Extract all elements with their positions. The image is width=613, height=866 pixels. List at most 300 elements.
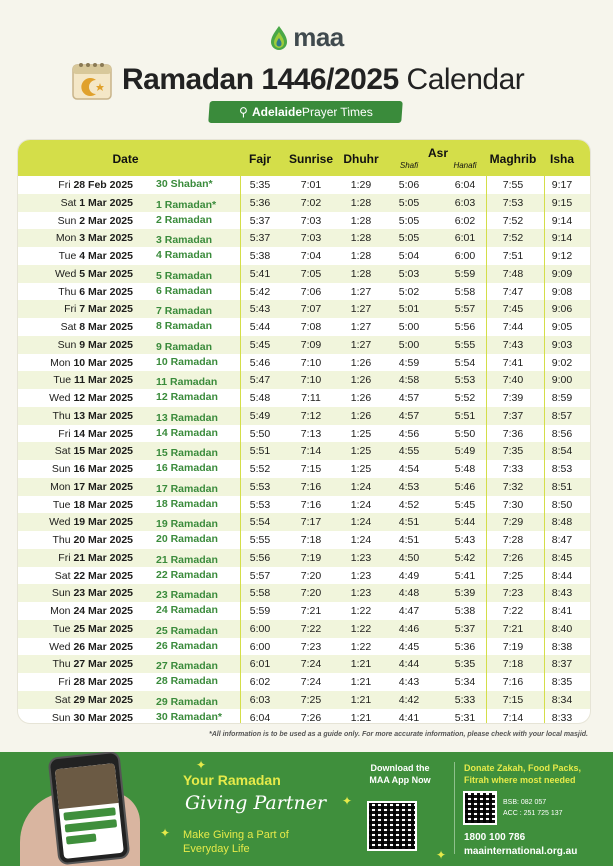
ramadan-day-cell: 3 Ramadan (156, 234, 213, 247)
fajr-time-cell: 5:41 (249, 267, 271, 280)
isha-time-cell: 8:40 (551, 622, 573, 635)
ramadan-day-cell: 28 Ramadan (156, 675, 218, 687)
date-cell: Sun 30 Mar 2025 (51, 711, 133, 723)
shafi-time-cell: 4:55 (398, 445, 420, 458)
shafi-time-cell: 5:04 (398, 250, 420, 262)
maghrib-time-cell: 7:29 (502, 516, 524, 529)
maghrib-time-cell: 7:18 (502, 658, 524, 671)
isha-time-cell: 9:00 (551, 374, 573, 387)
hanafi-time-cell: 5:49 (454, 445, 476, 458)
date-cell: Thu 13 Mar 2025 (52, 409, 133, 422)
fajr-time-cell: 5:38 (249, 250, 271, 262)
date-cell: Thu 6 Mar 2025 (58, 285, 133, 298)
table-row (18, 318, 590, 336)
dhuhr-time-cell: 1:26 (350, 374, 372, 387)
shafi-time-cell: 5:05 (398, 196, 420, 209)
dhuhr-time-cell: 1:25 (350, 427, 372, 440)
fajr-time-cell: 5:59 (249, 605, 271, 617)
sparkle-icon: ✦ (342, 794, 353, 808)
ramadan-day-cell: 27 Ramadan (156, 660, 218, 673)
sparkle-icon: ✦ (196, 758, 207, 772)
ramadan-day-cell: 18 Ramadan (156, 497, 218, 510)
shafi-time-cell: 4:51 (398, 516, 420, 529)
hanafi-time-cell: 5:58 (454, 285, 476, 298)
table-row (18, 283, 590, 301)
disclaimer-note: *All information is to be used as a guide only. For more accurate information, please check with your local masjid. (209, 731, 588, 738)
donate-qr-code[interactable] (463, 791, 497, 825)
date-cell: Fri 28 Mar 2025 (58, 676, 133, 688)
hanafi-time-cell: 5:51 (454, 409, 476, 422)
isha-time-cell: 8:48 (551, 516, 573, 529)
tagline-sub: Make Giving a Part of Everyday Life (183, 829, 289, 855)
isha-time-cell: 8:54 (551, 445, 573, 458)
shafi-time-cell: 4:49 (398, 569, 420, 582)
maghrib-time-cell: 7:32 (502, 480, 524, 493)
dhuhr-time-cell: 1:22 (350, 622, 372, 635)
dhuhr-time-cell: 1:26 (350, 356, 372, 369)
drop-logo-icon (269, 24, 289, 52)
hanafi-time-cell: 5:46 (454, 480, 476, 493)
phone-number[interactable]: 1800 100 786 (464, 832, 526, 843)
maghrib-time-cell: 7:53 (502, 196, 524, 209)
sunrise-time-cell: 7:05 (300, 267, 322, 280)
ramadan-day-cell: 9 Ramadan (156, 340, 213, 353)
dhuhr-time-cell: 1:24 (350, 534, 372, 546)
date-cell: Sat 15 Mar 2025 (54, 445, 133, 458)
ramadan-day-cell: 30 Ramadan* (156, 710, 222, 723)
table-row (18, 513, 590, 531)
maghrib-time-cell: 7:36 (502, 427, 524, 440)
location-pin-icon: ⚲ (238, 105, 248, 119)
dhuhr-time-cell: 1:23 (350, 569, 372, 582)
location-banner (208, 101, 403, 123)
fajr-time-cell: 6:02 (249, 676, 271, 688)
shafi-time-cell: 4:52 (398, 498, 420, 511)
hanafi-time-cell: 6:03 (454, 196, 476, 209)
table-row (18, 620, 590, 638)
sunrise-time-cell: 7:19 (300, 551, 322, 564)
date-cell: Sun 9 Mar 2025 (57, 338, 133, 351)
sunrise-time-cell: 7:14 (300, 445, 322, 458)
dhuhr-time-cell: 1:24 (350, 480, 372, 493)
sparkle-icon: ✦ (436, 848, 447, 862)
isha-time-cell: 8:41 (551, 605, 573, 617)
maghrib-time-cell: 7:14 (502, 711, 524, 723)
maghrib-time-cell: 7:55 (502, 179, 524, 191)
maghrib-time-cell: 7:47 (502, 285, 524, 298)
shafi-time-cell: 4:51 (398, 534, 420, 546)
table-row (18, 638, 590, 656)
maghrib-time-cell: 7:45 (502, 303, 524, 316)
shafi-time-cell: 5:02 (398, 285, 420, 298)
date-cell: Fri 28 Feb 2025 (58, 179, 133, 191)
dhuhr-time-cell: 1:21 (350, 658, 372, 671)
maghrib-time-cell: 7:19 (502, 640, 524, 653)
hanafi-time-cell: 5:59 (454, 267, 476, 280)
shafi-time-cell: 5:03 (398, 267, 420, 280)
date-cell: Tue 25 Mar 2025 (52, 622, 133, 635)
maghrib-time-cell: 7:30 (502, 498, 524, 511)
table-row (18, 496, 590, 514)
dhuhr-time-cell: 1:22 (350, 640, 372, 653)
ramadan-day-cell: 21 Ramadan (156, 553, 218, 566)
dhuhr-time-cell: 1:26 (350, 409, 372, 422)
dhuhr-time-cell: 1:24 (350, 498, 372, 511)
hanafi-time-cell: 5:56 (454, 321, 476, 333)
column-divider (486, 176, 487, 723)
maghrib-time-cell: 7:44 (502, 321, 524, 333)
date-cell: Thu 27 Mar 2025 (52, 658, 133, 671)
shafi-time-cell: 4:41 (398, 711, 420, 723)
isha-time-cell: 8:34 (551, 693, 573, 706)
header-shafi: Shafi (399, 161, 419, 170)
hanafi-time-cell: 6:01 (454, 232, 476, 245)
hanafi-time-cell: 6:04 (454, 179, 476, 191)
ramadan-day-cell: 23 Ramadan (156, 589, 218, 602)
fajr-time-cell: 5:57 (249, 569, 271, 582)
hanafi-time-cell: 5:57 (454, 303, 476, 316)
table-row (18, 691, 590, 709)
hanafi-time-cell: 5:48 (454, 463, 476, 475)
dhuhr-time-cell: 1:23 (350, 551, 372, 564)
isha-time-cell: 8:45 (551, 551, 573, 564)
table-body (18, 176, 590, 723)
isha-time-cell: 8:37 (551, 658, 573, 671)
shafi-time-cell: 5:01 (398, 303, 420, 316)
hanafi-time-cell: 5:34 (454, 676, 476, 688)
ramadan-day-cell: 20 Ramadan (156, 533, 218, 545)
ramadan-day-cell: 24 Ramadan (156, 604, 218, 616)
maghrib-time-cell: 7:28 (502, 534, 524, 546)
shafi-time-cell: 4:42 (398, 693, 420, 706)
maghrib-time-cell: 7:48 (502, 267, 524, 280)
maghrib-time-cell: 7:22 (502, 605, 524, 617)
maa-logo (0, 22, 613, 53)
table-row (18, 265, 590, 283)
table-row (18, 300, 590, 318)
sunrise-time-cell: 7:07 (300, 303, 322, 316)
isha-time-cell: 8:53 (551, 463, 573, 475)
sunrise-time-cell: 7:03 (300, 214, 322, 227)
sunrise-time-cell: 7:15 (300, 463, 322, 475)
sunrise-time-cell: 7:20 (300, 587, 322, 600)
dhuhr-time-cell: 1:22 (350, 605, 372, 617)
isha-time-cell: 9:09 (551, 267, 573, 280)
maghrib-time-cell: 7:40 (502, 374, 524, 387)
sunrise-time-cell: 7:18 (300, 534, 322, 546)
isha-time-cell: 9:05 (551, 321, 573, 333)
ramadan-day-cell: 19 Ramadan (156, 518, 218, 531)
table-row (18, 567, 590, 585)
shafi-time-cell: 4:54 (398, 463, 420, 475)
sunrise-time-cell: 7:11 (301, 392, 321, 404)
shafi-time-cell: 4:56 (398, 427, 420, 440)
date-cell: Tue 18 Mar 2025 (52, 498, 133, 511)
sunrise-time-cell: 7:10 (300, 356, 322, 369)
hanafi-time-cell: 5:50 (454, 427, 476, 440)
fajr-time-cell: 6:03 (249, 693, 271, 706)
table-row (18, 389, 590, 407)
date-cell: Sat 1 Mar 2025 (60, 196, 133, 209)
header-fajr: Fajr (248, 152, 271, 166)
maghrib-time-cell: 7:21 (502, 622, 524, 635)
ramadan-day-cell: 8 Ramadan (156, 320, 213, 332)
ramadan-day-cell: 11 Ramadan (156, 376, 218, 389)
isha-time-cell: 9:15 (551, 196, 573, 209)
isha-time-cell: 9:06 (551, 303, 573, 316)
sparkle-icon: ✦ (160, 826, 171, 840)
table-header (18, 140, 590, 176)
header-dhuhr: Dhuhr (343, 152, 379, 166)
fajr-time-cell: 5:37 (249, 214, 271, 227)
website-link[interactable]: maainternational.org.au (464, 846, 578, 857)
sunrise-time-cell: 7:10 (300, 374, 322, 387)
shafi-time-cell: 5:06 (398, 179, 420, 191)
isha-time-cell: 9:14 (551, 232, 573, 245)
isha-time-cell: 9:08 (551, 285, 573, 298)
sunrise-time-cell: 7:25 (300, 693, 322, 706)
hanafi-time-cell: 5:52 (454, 392, 476, 404)
fajr-time-cell: 5:46 (249, 356, 271, 369)
fajr-time-cell: 6:04 (249, 711, 271, 723)
ramadan-day-cell: 1 Ramadan* (156, 198, 217, 211)
table-row (18, 478, 590, 496)
table-row (18, 531, 590, 549)
ramadan-day-cell: 10 Ramadan (156, 355, 218, 368)
shafi-time-cell: 4:47 (398, 605, 420, 617)
tagline-title: Your Ramadan (183, 772, 281, 788)
fajr-time-cell: 5:53 (249, 480, 271, 493)
isha-time-cell: 9:14 (551, 214, 573, 227)
shafi-time-cell: 4:45 (398, 640, 420, 653)
table-row (18, 442, 590, 460)
fajr-time-cell: 5:58 (249, 587, 271, 600)
fajr-time-cell: 6:00 (249, 622, 271, 635)
date-cell: Tue 11 Mar 2025 (53, 374, 133, 387)
download-app-text: Download the MAA App Now (369, 763, 431, 785)
table-row (18, 212, 590, 230)
date-cell: Thu 20 Mar 2025 (52, 534, 133, 546)
isha-time-cell: 8:59 (551, 392, 573, 404)
date-cell: Mon 24 Mar 2025 (50, 605, 133, 617)
ramadan-day-cell: 22 Ramadan (156, 568, 218, 581)
app-phone-image (48, 752, 131, 865)
hanafi-time-cell: 5:53 (454, 374, 476, 387)
column-divider (240, 176, 241, 723)
sunrise-time-cell: 7:20 (300, 569, 322, 582)
fajr-time-cell: 5:49 (249, 409, 271, 422)
shafi-time-cell: 4:57 (398, 409, 420, 422)
fajr-time-cell: 5:47 (249, 374, 271, 387)
dhuhr-time-cell: 1:23 (350, 587, 372, 600)
dhuhr-time-cell: 1:28 (350, 232, 372, 245)
date-cell: Sat 29 Mar 2025 (54, 693, 133, 706)
sunrise-time-cell: 7:13 (300, 427, 322, 440)
dhuhr-time-cell: 1:21 (350, 676, 372, 688)
fajr-time-cell: 5:53 (249, 498, 271, 511)
header-hanafi: Hanafi (453, 161, 477, 170)
sunrise-time-cell: 7:01 (300, 179, 322, 191)
shafi-time-cell: 4:53 (398, 480, 420, 493)
shafi-time-cell: 4:48 (398, 587, 420, 600)
dhuhr-time-cell: 1:28 (350, 214, 372, 227)
hanafi-time-cell: 5:31 (454, 711, 476, 723)
dhuhr-time-cell: 1:28 (350, 267, 372, 280)
calendar-icon (70, 58, 114, 102)
fajr-time-cell: 5:35 (249, 179, 271, 191)
header-sunrise: Sunrise (288, 152, 333, 166)
ramadan-day-cell: 6 Ramadan (156, 284, 213, 297)
date-cell: Sat 22 Mar 2025 (54, 569, 133, 582)
table-row (18, 655, 590, 673)
fajr-time-cell: 5:50 (249, 427, 271, 440)
ramadan-day-cell: 15 Ramadan (156, 447, 218, 460)
app-qr-code[interactable] (367, 801, 417, 851)
header-date: Date (112, 152, 139, 166)
sunrise-time-cell: 7:06 (300, 285, 322, 298)
hanafi-time-cell: 6:02 (454, 214, 476, 227)
city-name: Adelaide (251, 105, 302, 119)
isha-time-cell: 8:44 (551, 569, 573, 582)
table-row (18, 371, 590, 389)
sunrise-time-cell: 7:02 (300, 196, 322, 209)
table-row (18, 336, 590, 354)
table-row (18, 602, 590, 620)
isha-time-cell: 8:51 (551, 480, 573, 493)
date-cell: Wed 19 Mar 2025 (49, 516, 133, 529)
hanafi-time-cell: 5:55 (454, 338, 476, 351)
sunrise-time-cell: 7:24 (300, 658, 322, 671)
fajr-time-cell: 5:43 (249, 303, 271, 316)
ramadan-day-cell: 25 Ramadan (156, 624, 218, 637)
maghrib-time-cell: 7:37 (502, 409, 524, 422)
date-cell: Sat 8 Mar 2025 (60, 321, 133, 333)
dhuhr-time-cell: 1:28 (350, 196, 372, 209)
maghrib-time-cell: 7:23 (502, 587, 524, 600)
fajr-time-cell: 5:42 (249, 285, 271, 298)
date-cell: Mon 17 Mar 2025 (50, 480, 133, 493)
table-row (18, 194, 590, 212)
sunrise-time-cell: 7:16 (300, 480, 322, 493)
isha-time-cell: 9:12 (551, 250, 573, 262)
ramadan-day-cell: 2 Ramadan (156, 213, 213, 226)
ramadan-day-cell: 16 Ramadan (156, 462, 218, 474)
maghrib-time-cell: 7:15 (502, 693, 524, 706)
fajr-time-cell: 5:51 (249, 445, 271, 458)
hanafi-time-cell: 5:44 (454, 516, 476, 529)
date-cell: Wed 26 Mar 2025 (49, 640, 133, 653)
sunrise-time-cell: 7:09 (300, 338, 322, 351)
table-row (18, 584, 590, 602)
hanafi-time-cell: 5:35 (454, 658, 476, 671)
hanafi-time-cell: 5:37 (454, 622, 476, 635)
maghrib-time-cell: 7:33 (502, 463, 524, 475)
isha-time-cell: 8:47 (551, 534, 573, 546)
fajr-time-cell: 6:01 (249, 658, 271, 671)
maghrib-time-cell: 7:16 (502, 676, 524, 688)
location-suffix: Prayer Times (301, 105, 373, 119)
title-row (70, 58, 550, 102)
shafi-time-cell: 5:00 (398, 321, 420, 333)
dhuhr-time-cell: 1:24 (350, 516, 372, 529)
isha-time-cell: 8:38 (551, 640, 573, 653)
shafi-time-cell: 4:59 (398, 356, 420, 369)
table-row (18, 425, 590, 443)
date-cell: Wed 12 Mar 2025 (49, 392, 133, 404)
sunrise-time-cell: 7:26 (300, 711, 322, 723)
fajr-time-cell: 5:56 (249, 551, 271, 564)
header-maghrib: Maghrib (489, 152, 537, 166)
isha-time-cell: 8:57 (551, 409, 573, 422)
isha-time-cell: 9:03 (551, 338, 573, 351)
page-title: Ramadan 1446/2025 Calendar (122, 63, 525, 96)
maghrib-time-cell: 7:43 (502, 338, 524, 351)
sunrise-time-cell: 7:12 (300, 409, 322, 422)
table-row (18, 229, 590, 247)
isha-time-cell: 8:43 (551, 587, 573, 600)
shafi-time-cell: 4:46 (398, 622, 420, 635)
dhuhr-time-cell: 1:25 (350, 445, 372, 458)
dhuhr-time-cell: 1:27 (350, 338, 372, 351)
date-cell: Fri 14 Mar 2025 (58, 427, 133, 440)
header-isha: Isha (549, 152, 574, 166)
hanafi-time-cell: 6:00 (454, 250, 476, 262)
fajr-time-cell: 5:37 (249, 232, 271, 245)
dhuhr-time-cell: 1:27 (350, 303, 372, 316)
dhuhr-time-cell: 1:29 (350, 179, 372, 191)
sunrise-time-cell: 7:22 (300, 622, 322, 635)
sunrise-time-cell: 7:08 (300, 321, 322, 333)
dhuhr-time-cell: 1:21 (350, 693, 372, 706)
bank-details: BSB: 082 057 ACC : 251 725 137 (503, 799, 563, 817)
sunrise-time-cell: 7:23 (300, 640, 322, 653)
isha-time-cell: 9:17 (551, 179, 573, 191)
maghrib-time-cell: 7:39 (502, 392, 524, 404)
date-cell: Sun 23 Mar 2025 (51, 587, 133, 600)
prayer-times-table (18, 140, 590, 723)
fajr-time-cell: 5:45 (249, 338, 271, 351)
hanafi-time-cell: 5:39 (454, 587, 476, 600)
maghrib-time-cell: 7:35 (502, 445, 524, 458)
date-cell: Fri 21 Mar 2025 (58, 551, 133, 564)
hanafi-time-cell: 5:54 (454, 356, 476, 369)
table-row (18, 460, 590, 478)
shafi-time-cell: 4:44 (398, 658, 420, 671)
dhuhr-time-cell: 1:26 (350, 392, 372, 404)
sunrise-time-cell: 7:04 (300, 250, 322, 262)
ramadan-day-cell: 4 Ramadan (156, 249, 213, 261)
ramadan-day-cell: 17 Ramadan (156, 482, 218, 495)
footer-banner (0, 752, 613, 866)
hanafi-time-cell: 5:43 (454, 534, 476, 546)
isha-time-cell: 9:02 (551, 356, 573, 369)
maghrib-time-cell: 7:52 (502, 214, 524, 227)
hanafi-time-cell: 5:36 (454, 640, 476, 653)
date-cell: Sun 2 Mar 2025 (57, 214, 133, 227)
fajr-time-cell: 5:54 (249, 516, 271, 529)
maghrib-time-cell: 7:51 (502, 250, 524, 262)
dhuhr-time-cell: 1:21 (350, 711, 372, 723)
ramadan-day-cell: 5 Ramadan (156, 269, 213, 282)
fajr-time-cell: 5:52 (249, 463, 271, 475)
brand-name: maa (293, 22, 344, 52)
table-row (18, 407, 590, 425)
sunrise-time-cell: 7:16 (300, 498, 322, 511)
shafi-time-cell: 4:43 (398, 676, 420, 688)
footer-divider (454, 762, 455, 854)
shafi-time-cell: 4:58 (398, 374, 420, 387)
table-row (18, 549, 590, 567)
